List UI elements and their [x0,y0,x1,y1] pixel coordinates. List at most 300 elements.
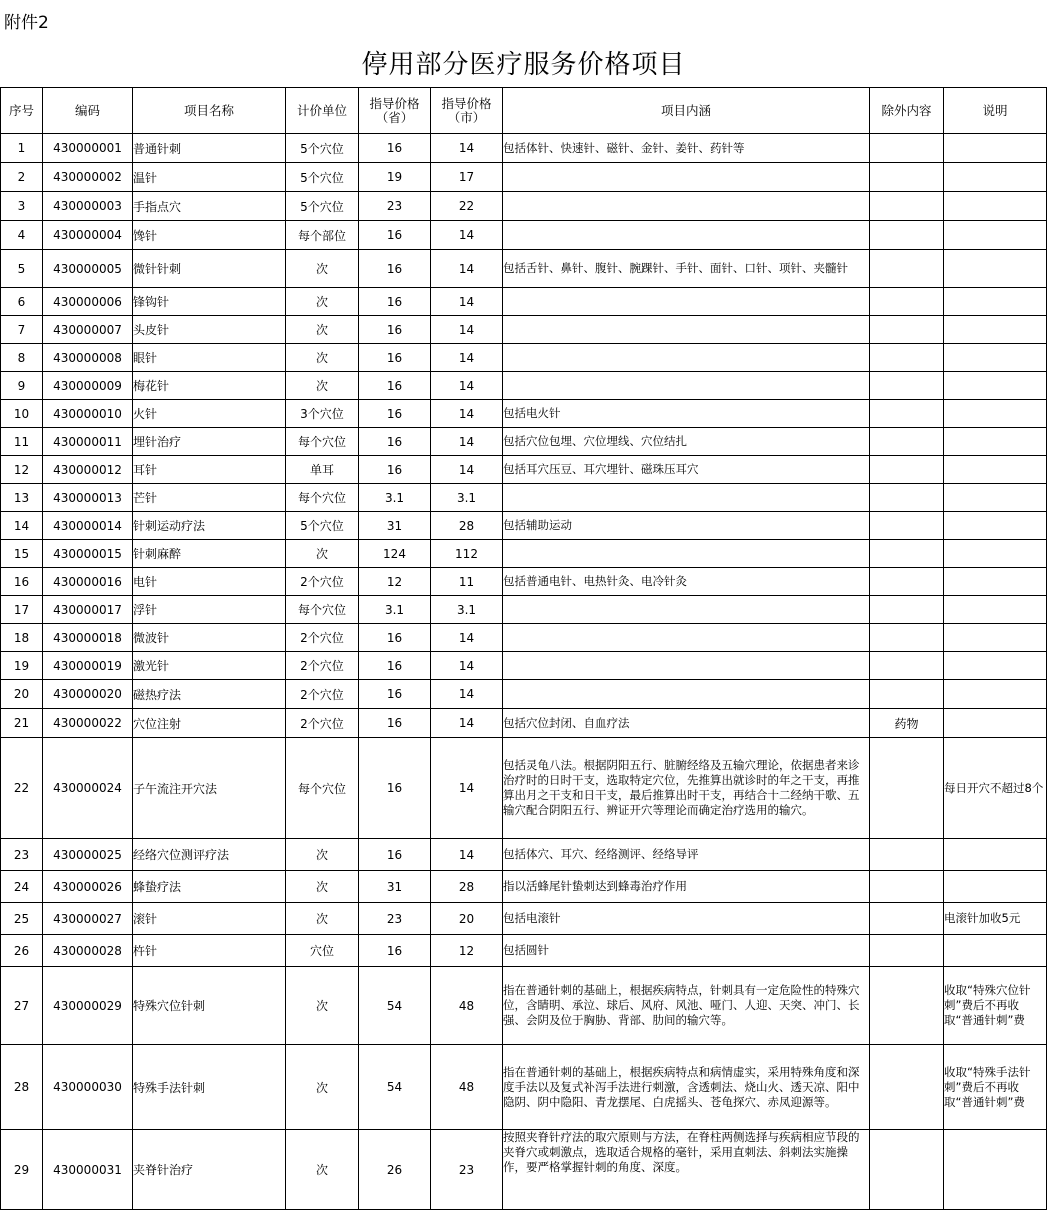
row-notes [944,163,1047,192]
table-row [1,903,1047,935]
row-price-province: 16 [359,250,431,288]
row-notes [944,596,1047,624]
table-row [1,192,1047,221]
row-code: 430000005 [43,250,133,288]
row-exclusions [870,680,944,709]
row-price-city: 14 [431,344,503,372]
row-price-province: 3.1 [359,484,431,512]
row-seq: 20 [1,680,43,709]
row-notes [944,344,1047,372]
row-exclusions [870,192,944,221]
row-content [503,596,870,624]
row-price-city: 23 [431,1130,503,1210]
row-seq: 24 [1,871,43,903]
header-exclusions: 除外内容 [870,88,944,134]
row-exclusions [870,221,944,250]
row-seq: 25 [1,903,43,935]
row-price-province: 16 [359,316,431,344]
row-name: 芒针 [133,484,286,512]
row-seq: 10 [1,400,43,428]
row-code: 430000001 [43,134,133,163]
row-code: 430000031 [43,1130,133,1210]
row-notes [944,568,1047,596]
table-row [1,871,1047,903]
row-seq: 18 [1,624,43,652]
row-content: 包括圆针 [503,935,870,967]
row-code: 430000025 [43,839,133,871]
row-seq: 16 [1,568,43,596]
row-code: 430000012 [43,456,133,484]
row-exclusions [870,134,944,163]
row-code: 430000006 [43,288,133,316]
row-name: 火针 [133,400,286,428]
row-seq: 19 [1,652,43,680]
row-price-city: 11 [431,568,503,596]
row-notes [944,1130,1047,1210]
row-price-city: 28 [431,871,503,903]
row-name: 针刺麻醉 [133,540,286,568]
row-price-province: 16 [359,221,431,250]
row-unit: 每个部位 [286,221,359,250]
row-name: 经络穴位测评疗法 [133,839,286,871]
row-name: 浮针 [133,596,286,624]
table-row [1,1045,1047,1130]
row-notes [944,288,1047,316]
row-exclusions [870,967,944,1045]
row-notes [944,484,1047,512]
header-price-city [431,88,503,134]
header-unit: 计价单位 [286,88,359,134]
row-seq: 27 [1,967,43,1045]
page-title: 停用部分医疗服务价格项目 [361,50,686,80]
table-row [1,456,1047,484]
row-price-city: 3.1 [431,596,503,624]
row-unit: 次 [286,250,359,288]
row-notes [944,512,1047,540]
header-price-city-line1: 指导价格 [441,95,492,111]
row-seq: 21 [1,709,43,738]
row-seq: 11 [1,428,43,456]
row-name: 蜂蛰疗法 [133,871,286,903]
row-exclusions [870,1045,944,1130]
row-code: 430000022 [43,709,133,738]
row-exclusions [870,540,944,568]
row-price-province: 16 [359,680,431,709]
row-price-province: 16 [359,839,431,871]
price-items-table [0,87,1047,1210]
table-row [1,738,1047,839]
header-code: 编码 [43,88,133,134]
row-notes [944,372,1047,400]
header-name: 项目名称 [133,88,286,134]
row-price-city: 14 [431,624,503,652]
row-content: 包括辅助运动 [503,512,870,540]
row-price-province: 16 [359,344,431,372]
row-price-province: 31 [359,871,431,903]
header-price-province-line2: （省） [375,109,414,125]
row-exclusions [870,839,944,871]
row-notes [944,134,1047,163]
table-row [1,372,1047,400]
row-name: 埋针治疗 [133,428,286,456]
row-content: 包括电滚针 [503,903,870,935]
row-exclusions [870,288,944,316]
row-price-city: 48 [431,967,503,1045]
row-price-province: 16 [359,456,431,484]
row-seq: 4 [1,221,43,250]
row-notes [944,652,1047,680]
row-code: 430000011 [43,428,133,456]
row-price-province: 16 [359,372,431,400]
row-exclusions: 药物 [870,709,944,738]
row-notes [944,935,1047,967]
row-unit: 3个穴位 [286,400,359,428]
row-content: 指在普通针刺的基础上，根据疾病特点，针刺具有一定危险性的特殊穴位，含睛明、承泣、球后、风府、风池、哑门、人迎、天突、冲门、长强、会阴及位于胸胁、背部、肋间的输穴等。 [503,967,870,1045]
row-price-city: 48 [431,1045,503,1130]
row-seq: 22 [1,738,43,839]
row-exclusions [870,512,944,540]
header-row [1,88,1047,134]
table-row [1,652,1047,680]
row-unit: 每个穴位 [286,738,359,839]
table-row [1,1130,1047,1210]
row-seq: 7 [1,316,43,344]
table-row [1,568,1047,596]
row-exclusions [870,935,944,967]
row-unit: 次 [286,540,359,568]
row-unit: 穴位 [286,935,359,967]
row-seq: 29 [1,1130,43,1210]
row-seq: 13 [1,484,43,512]
row-unit: 每个穴位 [286,484,359,512]
row-seq: 2 [1,163,43,192]
row-notes [944,540,1047,568]
row-price-city: 20 [431,903,503,935]
row-content: 包括耳穴压豆、耳穴埋针、磁珠压耳穴 [503,456,870,484]
row-price-city: 14 [431,680,503,709]
row-notes [944,316,1047,344]
row-name: 穴位注射 [133,709,286,738]
row-content: 包括体针、快速针、磁针、金针、姜针、药针等 [503,134,870,163]
row-notes [944,839,1047,871]
row-content [503,192,870,221]
row-exclusions [870,400,944,428]
row-content [503,624,870,652]
row-seq: 23 [1,839,43,871]
row-notes [944,680,1047,709]
row-seq: 14 [1,512,43,540]
row-exclusions [870,316,944,344]
row-notes [944,400,1047,428]
row-unit: 次 [286,1130,359,1210]
row-unit: 单耳 [286,456,359,484]
row-name: 馋针 [133,221,286,250]
row-code: 430000002 [43,163,133,192]
row-code: 430000004 [43,221,133,250]
row-name: 电针 [133,568,286,596]
row-unit: 2个穴位 [286,568,359,596]
row-exclusions [870,652,944,680]
row-notes [944,709,1047,738]
row-price-province: 16 [359,288,431,316]
row-name: 微波针 [133,624,286,652]
row-name: 头皮针 [133,316,286,344]
row-name: 微针针刺 [133,250,286,288]
row-exclusions [870,250,944,288]
row-price-city: 14 [431,652,503,680]
row-content: 包括舌针、鼻针、腹针、腕踝针、手针、面针、口针、项针、夹髓针 [503,250,870,288]
row-notes [944,624,1047,652]
row-exclusions [870,568,944,596]
row-name: 眼针 [133,344,286,372]
table-row [1,540,1047,568]
row-price-city: 14 [431,839,503,871]
row-code: 430000027 [43,903,133,935]
row-unit: 2个穴位 [286,624,359,652]
row-seq: 6 [1,288,43,316]
table-row [1,316,1047,344]
table-row [1,428,1047,456]
row-content: 按照夹脊针疗法的取穴原则与方法，在脊柱两侧选择与疾病相应节段的夹脊穴或刺激点，选取适合规格的毫针，采用直刺法、斜刺法实施操作，要严格掌握针刺的角度、深度。 [503,1130,870,1210]
row-unit: 5个穴位 [286,163,359,192]
row-unit: 5个穴位 [286,512,359,540]
row-price-province: 16 [359,400,431,428]
row-name: 手指点穴 [133,192,286,221]
row-price-province: 16 [359,624,431,652]
row-notes [944,221,1047,250]
table-row [1,839,1047,871]
header-content: 项目内涵 [503,88,870,134]
row-price-city: 14 [431,316,503,344]
row-content: 包括电火针 [503,400,870,428]
row-unit: 次 [286,1045,359,1130]
row-unit: 次 [286,967,359,1045]
row-price-province: 12 [359,568,431,596]
row-unit: 次 [286,316,359,344]
row-code: 430000024 [43,738,133,839]
row-price-city: 14 [431,709,503,738]
row-name: 杵针 [133,935,286,967]
header-price-city-line2: （市） [447,109,486,125]
row-price-province: 16 [359,709,431,738]
row-price-city: 14 [431,372,503,400]
row-code: 430000003 [43,192,133,221]
row-price-province: 23 [359,903,431,935]
row-unit: 次 [286,344,359,372]
row-content: 指在普通针刺的基础上，根据疾病特点和病情虚实，采用特殊角度和深度手法以及复式补泻手法进行刺激，含透刺法、烧山火、透天凉、阳中隐阴、阴中隐阳、青龙摆尾、白虎摇头、苍龟探穴、赤凤迎源等。 [503,1045,870,1130]
row-exclusions [870,344,944,372]
row-exclusions [870,624,944,652]
row-notes: 收取“特殊手法针刺”费后不再收取“普通针刺”费 [944,1045,1047,1130]
row-price-province: 54 [359,967,431,1045]
row-price-city: 17 [431,163,503,192]
row-name: 特殊穴位针刺 [133,967,286,1045]
row-name: 滚针 [133,903,286,935]
row-price-province: 19 [359,163,431,192]
table-row [1,709,1047,738]
row-seq: 12 [1,456,43,484]
header-price-province [359,88,431,134]
row-name: 夹脊针治疗 [133,1130,286,1210]
row-price-city: 14 [431,288,503,316]
table-row [1,967,1047,1045]
row-price-city: 112 [431,540,503,568]
row-code: 430000017 [43,596,133,624]
table-row [1,400,1047,428]
row-exclusions [870,163,944,192]
row-exclusions [870,484,944,512]
row-code: 430000028 [43,935,133,967]
table-row [1,512,1047,540]
row-seq: 9 [1,372,43,400]
row-unit: 次 [286,372,359,400]
row-content [503,344,870,372]
row-exclusions [870,372,944,400]
row-name: 锋钩针 [133,288,286,316]
table-row [1,680,1047,709]
row-name: 普通针刺 [133,134,286,163]
row-notes [944,192,1047,221]
table-row [1,624,1047,652]
row-content: 指以活蜂尾针蛰刺达到蜂毒治疗作用 [503,871,870,903]
row-code: 430000007 [43,316,133,344]
row-unit: 每个穴位 [286,428,359,456]
row-name: 耳针 [133,456,286,484]
row-price-city: 14 [431,428,503,456]
header-seq: 序号 [1,88,43,134]
row-code: 430000020 [43,680,133,709]
table-row [1,163,1047,192]
row-seq: 1 [1,134,43,163]
row-name: 温针 [133,163,286,192]
row-unit: 5个穴位 [286,134,359,163]
row-code: 430000029 [43,967,133,1045]
row-name: 特殊手法针刺 [133,1045,286,1130]
row-unit: 5个穴位 [286,192,359,221]
row-code: 430000008 [43,344,133,372]
header-price-province-line1: 指导价格 [369,95,420,111]
table-row [1,344,1047,372]
row-unit: 2个穴位 [286,680,359,709]
row-seq: 15 [1,540,43,568]
row-price-city: 22 [431,192,503,221]
row-price-province: 16 [359,428,431,456]
row-price-city: 14 [431,456,503,484]
row-code: 430000019 [43,652,133,680]
attachment-label: 附件2 [4,13,49,33]
row-notes: 收取“特殊穴位针刺”费后不再收取“普通针刺”费 [944,967,1047,1045]
row-exclusions [870,1130,944,1210]
table-row [1,250,1047,288]
row-notes: 电滚针加收5元 [944,903,1047,935]
row-code: 430000016 [43,568,133,596]
row-price-province: 16 [359,738,431,839]
row-price-province: 3.1 [359,596,431,624]
row-code: 430000015 [43,540,133,568]
row-name: 子午流注开穴法 [133,738,286,839]
row-price-city: 28 [431,512,503,540]
row-seq: 3 [1,192,43,221]
row-content [503,680,870,709]
row-exclusions [870,456,944,484]
row-name: 针刺运动疗法 [133,512,286,540]
row-notes: 每日开穴不超过8个 [944,738,1047,839]
row-exclusions [870,871,944,903]
row-content [503,221,870,250]
table-row [1,596,1047,624]
row-exclusions [870,428,944,456]
row-seq: 28 [1,1045,43,1130]
row-price-province: 16 [359,134,431,163]
row-price-province: 31 [359,512,431,540]
row-price-province: 16 [359,652,431,680]
row-unit: 每个穴位 [286,596,359,624]
row-content [503,316,870,344]
row-code: 430000010 [43,400,133,428]
row-seq: 8 [1,344,43,372]
row-price-city: 3.1 [431,484,503,512]
row-content: 包括普通电针、电热针灸、电冷针灸 [503,568,870,596]
row-unit: 次 [286,839,359,871]
table-row [1,935,1047,967]
row-seq: 5 [1,250,43,288]
row-unit: 2个穴位 [286,652,359,680]
row-seq: 26 [1,935,43,967]
row-name: 磁热疗法 [133,680,286,709]
row-notes [944,871,1047,903]
row-code: 430000026 [43,871,133,903]
row-price-city: 14 [431,738,503,839]
row-content: 包括穴位包埋、穴位埋线、穴位结扎 [503,428,870,456]
row-content: 包括体穴、耳穴、经络测评、经络导评 [503,839,870,871]
row-code: 430000018 [43,624,133,652]
row-exclusions [870,738,944,839]
row-exclusions [870,903,944,935]
row-name: 梅花针 [133,372,286,400]
row-content [503,652,870,680]
header-notes: 说明 [944,88,1047,134]
row-unit: 次 [286,288,359,316]
row-code: 430000013 [43,484,133,512]
row-unit: 次 [286,903,359,935]
row-name: 激光针 [133,652,286,680]
row-content: 包括灵龟八法。根据阴阳五行、脏腑经络及五输穴理论，依据患者来诊治疗时的日时干支，选取特定穴位，先推算出就诊时的年之干支，再推算出月之干支和日干支，最后推算出时干支，再结合十二经纳干歌、五输穴配合阴阳五行、辨证开穴等理论而确定治疗选用的输穴。 [503,738,870,839]
row-price-city: 12 [431,935,503,967]
row-price-city: 14 [431,134,503,163]
row-price-province: 26 [359,1130,431,1210]
row-exclusions [870,596,944,624]
row-price-city: 14 [431,221,503,250]
row-notes [944,428,1047,456]
row-price-city: 14 [431,250,503,288]
row-price-city: 14 [431,400,503,428]
row-unit: 次 [286,871,359,903]
row-seq: 17 [1,596,43,624]
row-notes [944,250,1047,288]
row-content [503,288,870,316]
table-row [1,484,1047,512]
row-code: 430000009 [43,372,133,400]
row-price-province: 16 [359,935,431,967]
row-content: 包括穴位封闭、自血疗法 [503,709,870,738]
row-content [503,372,870,400]
row-code: 430000030 [43,1045,133,1130]
row-code: 430000014 [43,512,133,540]
row-notes [944,456,1047,484]
row-unit: 2个穴位 [286,709,359,738]
row-content [503,163,870,192]
table-row [1,134,1047,163]
